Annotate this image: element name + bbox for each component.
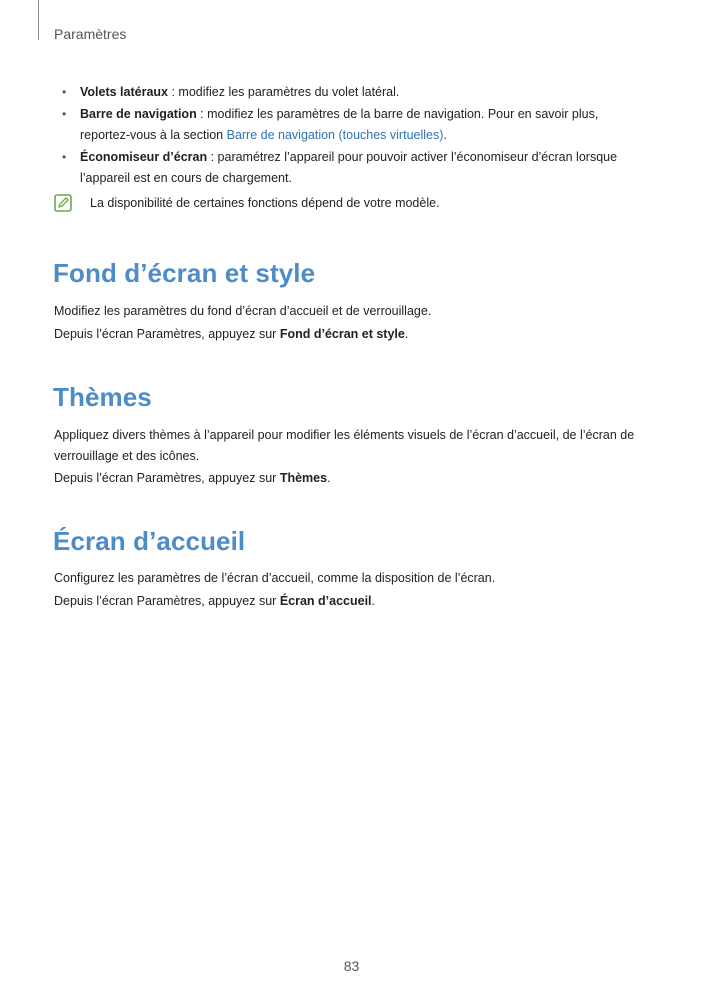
bullet-icon: • — [62, 85, 67, 99]
bullet-text: : paramétrez l’appareil pour pouvoir activer l’économiseur d’écran lorsque l’appareil est en cours de chargement. — [80, 150, 618, 185]
section-description: Configurez les paramètres de l’écran d’accueil, comme la disposition de l’écran. — [54, 571, 496, 585]
note-text: La disponibilité de certaines fonctions dépend de votre modèle. — [90, 196, 440, 210]
section-description: Modifiez les paramètres du fond d’écran d’accueil et de verrouillage. — [54, 304, 432, 318]
list-item — [62, 147, 642, 189]
bullet-term: Barre de navigation — [80, 107, 197, 121]
navigation-bar-link[interactable]: Barre de navigation (touches virtuelles) — [226, 128, 444, 142]
path-suffix: . — [327, 471, 331, 485]
section-title: Thèmes — [53, 382, 152, 412]
note — [54, 194, 440, 212]
path-prefix: Depuis l’écran Paramètres, appuyez sur — [54, 471, 280, 485]
list-item — [62, 82, 642, 103]
page-header-title: Paramètres — [54, 26, 127, 42]
path-suffix: . — [404, 327, 409, 341]
path-prefix: Depuis l’écran Paramètres, appuyez sur — [54, 327, 280, 341]
bullet-text-end: . — [443, 128, 447, 142]
header-rule — [38, 0, 39, 40]
bullet-term: Économiseur d’écran — [80, 150, 208, 164]
path-prefix: Depuis l’écran Paramètres, appuyez sur — [54, 594, 280, 608]
bullet-term: Volets latéraux — [80, 85, 169, 99]
section-path — [54, 468, 644, 489]
path-target: Écran d’accueil — [279, 594, 372, 608]
bullet-icon: • — [62, 150, 67, 164]
path-suffix: . — [371, 594, 376, 608]
bullet-text: : modifiez les paramètres de la barre de navigation. Pour en savoir plus, reportez-vous à la section — [80, 107, 599, 142]
bullet-icon: • — [62, 107, 67, 121]
section-description: Appliquez divers thèmes à l’appareil pour modifier les éléments visuels de l’écran d’accueil, de l’écran de verrouillage et des icônes. — [54, 428, 635, 463]
path-target: Fond d’écran et style — [279, 327, 405, 341]
path-target: Thèmes — [279, 471, 328, 485]
list-item — [62, 104, 642, 146]
section-path — [54, 591, 644, 612]
note-pencil-icon — [54, 194, 72, 212]
page-number: 83 — [343, 958, 360, 974]
bullet-text: : modifiez les paramètres du volet latéral. — [168, 85, 400, 99]
section-path — [54, 324, 644, 345]
section-title: Fond d’écran et style — [53, 258, 316, 288]
section-title: Écran d’accueil — [53, 526, 246, 556]
settings-bullet-list — [62, 82, 642, 190]
